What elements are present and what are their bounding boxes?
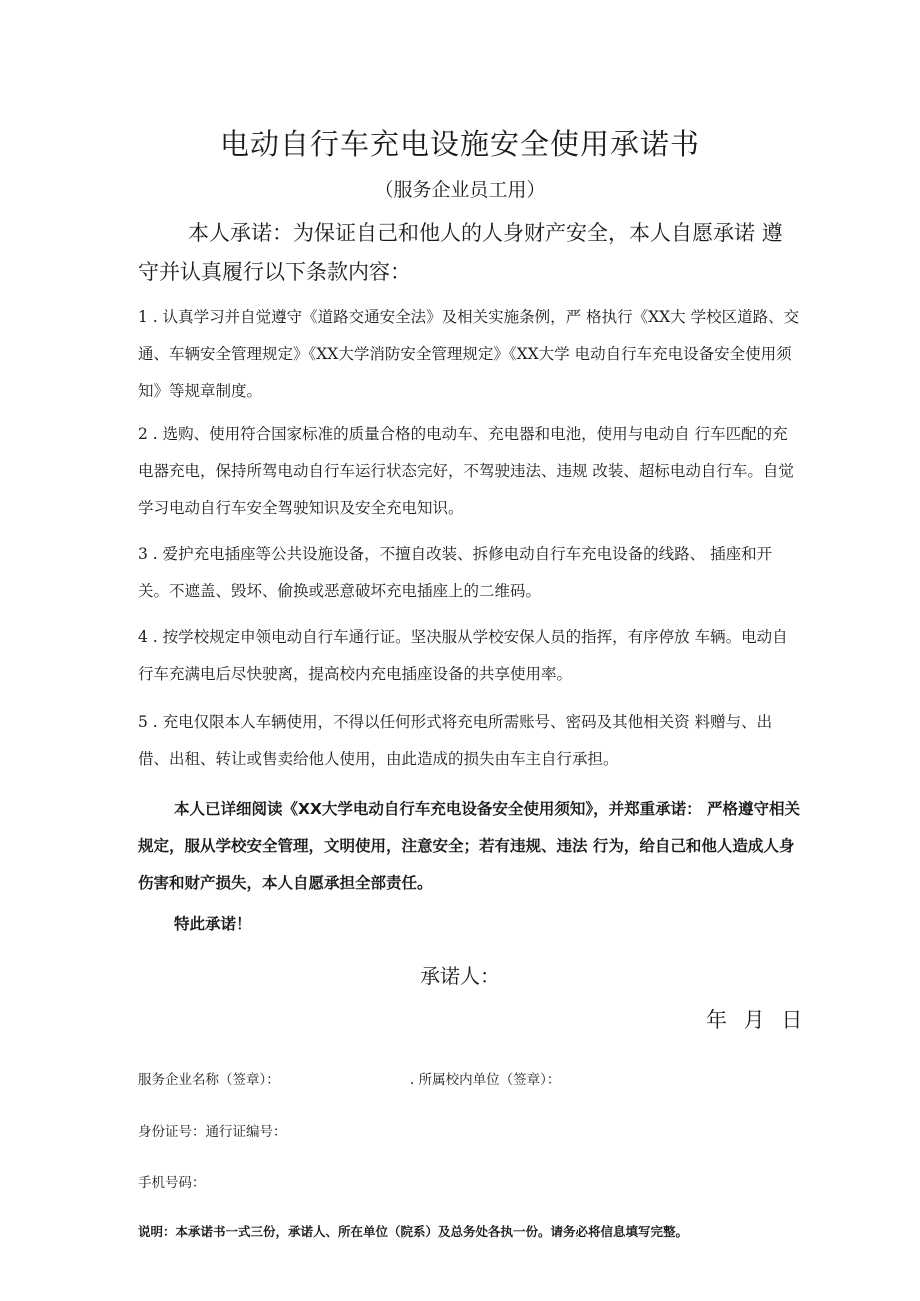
clause-3: 3 . 爱护充电插座等公共设施设备，不擅自改装、拆修电动自行车充电设备的线路、 插座和开关。不遮盖、毁坏、偷换或恶意破坏充电插座上的二维码。 (138, 545, 773, 600)
declaration-paragraph: 本人已详细阅读《XX大学电动自行车充电设备安全使用须知》，并郑重承诺： 严格遵守相关规定，服从学校安全管理，文明使用，注意安全；若有违规、违法 行为，给自己和他人造成人身伤害和财产损失，本人自愿承担全部责任。 (138, 800, 801, 892)
clause-1: 1 . 认真学习并自觉遵守《道路交通安全法》及相关实施条例，严 格执行《XX大 学校区道路、交通、车辆安全管理规定》《XX大学消防安全管理规定》《XX大学 电动自行车充电设备安全使用须知》等规章制度。 (138, 308, 800, 400)
clause-4: 4 . 按学校规定申领电动自行车通行证。坚决服从学校安保人员的指挥，有序停放 车辆。电动自行车充满电后尽快驶离，提高校内充电插座设备的共享使用率。 (138, 628, 788, 683)
intro-paragraph: 本人承诺：为保证自己和他人的人身财产安全，本人自愿承诺 遵守并认真履行以下条款内容： (138, 221, 783, 284)
clause-5: 5 . 充电仅限本人车辆使用，不得以任何形式将充电所需账号、密码及其他相关资 料赠与、出借、出租、转让或售卖给他人使用，由此造成的损失由车主自行承担。 (138, 713, 773, 768)
clause-2: 2 . 选购、使用符合国家标准的质量合格的电动车、充电器和电池，使用与电动自 行车匹配的充电器充电，保持所驾电动自行车运行状态完好，不驾驶违法、违规 改装、超标电动自行车。自觉学习电动自行车安全驾驶知识及安全充电知识。 (138, 425, 794, 517)
footnote: 说明：本承诺书一式三份，承诺人、所在单位（院系）及总务处各执一份。请务必将信息填写完整。 (138, 1224, 689, 1239)
document-subtitle: （服务企业员工用） (374, 179, 546, 201)
phone-field[interactable]: 手机号码： (138, 1175, 206, 1191)
unit-signature-field[interactable]: . 所属校内单位（签章）： (410, 1072, 561, 1088)
promiser-label: 承诺人： (420, 964, 500, 988)
document-title: 电动自行车充电设施安全使用承诺书 (219, 127, 700, 161)
company-signature-field[interactable]: 服务企业名称（签章）： (138, 1072, 280, 1088)
id-permit-field[interactable]: 身份证号：通行证编号： (138, 1124, 287, 1140)
special-promise: 特此承诺！ (174, 915, 252, 933)
date-label: 年 月 日 (706, 1008, 808, 1032)
